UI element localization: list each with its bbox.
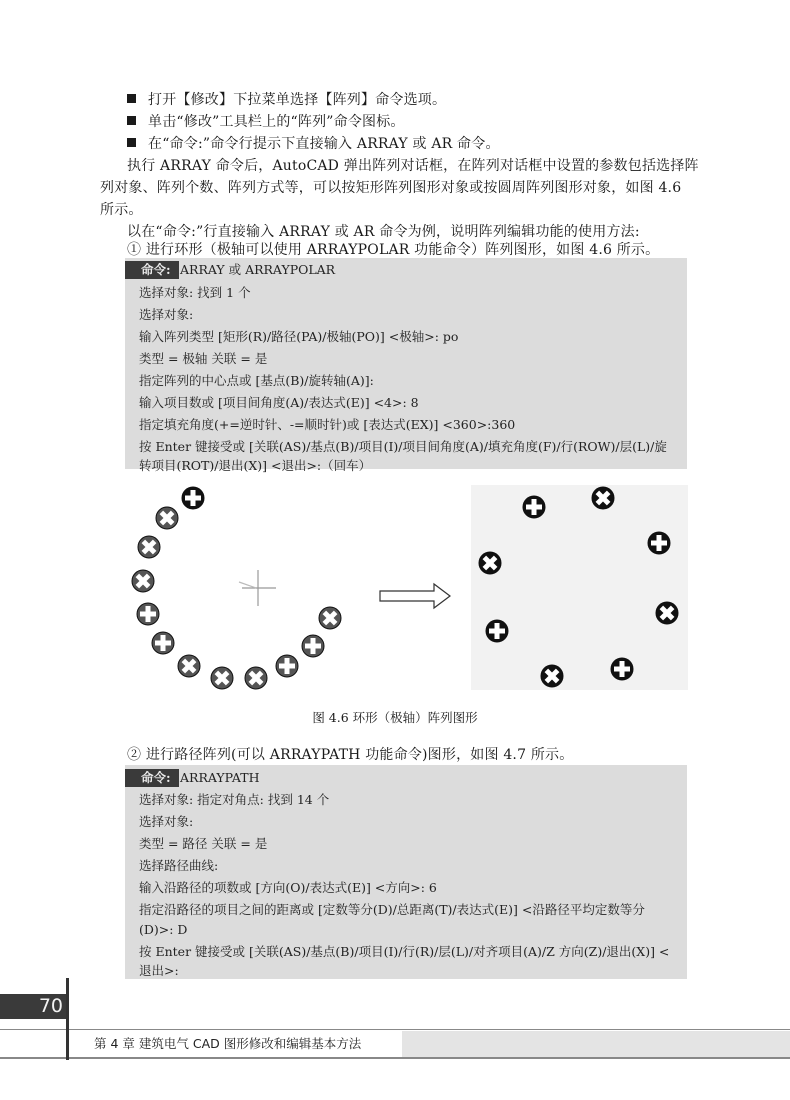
after-background [471, 485, 688, 690]
command-line: 选择路径曲线: [139, 858, 219, 873]
before-item-plus-icon [302, 635, 324, 657]
before-item-plus-icon [276, 655, 298, 677]
chapter-title: 第 4 章 建筑电气 CAD 图形修改和编辑基本方法 [94, 1036, 362, 1051]
before-item-x-icon [132, 570, 155, 593]
command-line: 按 Enter 键接受或 [关联(AS)/基点(B)/项目(I)/项目间角度(A)/填充角度(F)/行(ROW)/层(L)/旋 [139, 439, 667, 454]
paragraph-line: 列对象、阵列个数、阵列方式等，可以按矩形阵列图形对象或按圆周阵列图形对象，如图 4.6 [100, 180, 682, 196]
command-line: 选择对象: [139, 814, 194, 829]
before-item-x-icon [245, 667, 268, 690]
after-item-x-icon [656, 602, 679, 625]
command-line: 类型 = 极轴 关联 = 是 [139, 351, 268, 366]
before-item-plus-icon [137, 603, 159, 625]
step-heading: ② 进行路径阵列(可以 ARRAYPATH 功能命令)图形，如图 4.7 所示。 [127, 747, 574, 763]
before-array-items [132, 487, 342, 689]
before-item-x-icon [319, 607, 342, 630]
command-line: 选择对象: 找到 1 个 [139, 285, 251, 300]
footer-rule [0, 1029, 790, 1030]
before-item-x-icon [156, 507, 179, 530]
before-item-plus-icon [182, 487, 204, 509]
after-item-x-icon [479, 552, 502, 575]
paragraph-line: 所示。 [100, 202, 143, 218]
before-item-x-icon [211, 667, 234, 690]
command-label: 命令: [125, 769, 179, 787]
bullet-item: 在“命令:”命令行提示下直接输入 ARRAY 或 AR 命令。 [127, 134, 500, 154]
command-line: 选择对象: [139, 307, 194, 322]
footer-rule [0, 1057, 790, 1059]
before-item-plus-icon [152, 632, 174, 654]
command-line: 输入项目数或 [项目间角度(A)/表达式(E)] <4>: 8 [139, 395, 419, 410]
command-line: 指定沿路径的项目之间的距离或 [定数等分(D)/总距离(T)/表达式(E)] <沿路径平均定数等分 [139, 902, 645, 917]
before-item-x-icon [138, 536, 161, 559]
paragraph-line: 以在“命令:”行直接输入 ARRAY 或 AR 命令为例，说明阵列编辑功能的使用方法: [127, 224, 640, 240]
after-item-x-icon [592, 487, 615, 510]
after-item-plus-icon [486, 620, 508, 642]
after-item-plus-icon [611, 658, 633, 680]
after-item-x-icon [541, 665, 564, 688]
bullet-item: 单击“修改”工具栏上的“阵列”命令图标。 [127, 112, 405, 132]
after-item-plus-icon [523, 496, 545, 518]
arrow-right-icon [380, 584, 450, 608]
paragraph-line: 执行 ARRAY 命令后，AutoCAD 弹出阵列对话框，在阵列对话框中设置的参数包括选择阵 [127, 158, 699, 174]
command-name: ARRAYPATH [180, 770, 260, 785]
command-line: (D)>: D [139, 922, 188, 937]
command-line: 转项目(ROT)/退出(X)] <退出>:（回车） [139, 458, 372, 473]
command-line: 输入阵列类型 [矩形(R)/路径(PA)/极轴(PO)] <极轴>: po [139, 329, 459, 344]
command-line: 选择对象: 指定对角点: 找到 14 个 [139, 792, 330, 807]
footer-gray-bar [402, 1031, 790, 1057]
figure-caption: 图 4.6 环形（极轴）阵列图形 [312, 710, 478, 725]
step-heading: ① 进行环形（极轴可以使用 ARRAYPOLAR 功能命令）阵列图形，如图 4.6 所示。 [127, 242, 660, 258]
command-line: 指定阵列的中心点或 [基点(B)/旋转轴(A)]: [139, 373, 374, 388]
page-number: 70 [0, 994, 66, 1019]
command-line: 类型 = 路径 关联 = 是 [139, 836, 268, 851]
command-label: 命令: [125, 261, 179, 279]
bullet-item: 打开【修改】下拉菜单选择【阵列】命令选项。 [127, 90, 446, 110]
before-item-x-icon [178, 655, 201, 678]
command-name: ARRAY 或 ARRAYPOLAR [180, 262, 336, 277]
command-line: 指定填充角度(+=逆时针、-=顺时针)或 [表达式(EX)] <360>:360 [139, 417, 516, 432]
footer-vertical-bar [66, 978, 69, 1060]
command-line: 按 Enter 键接受或 [关联(AS)/基点(B)/项目(I)/行(R)/层(L)/对齐项目(A)/Z 方向(Z)/退出(X)] < [139, 944, 670, 959]
after-item-plus-icon [648, 532, 670, 554]
command-line: 输入沿路径的项数或 [方向(O)/表达式(E)] <方向>: 6 [139, 880, 437, 895]
command-line: 退出>: [139, 963, 179, 978]
crosshair-icon [239, 570, 276, 606]
